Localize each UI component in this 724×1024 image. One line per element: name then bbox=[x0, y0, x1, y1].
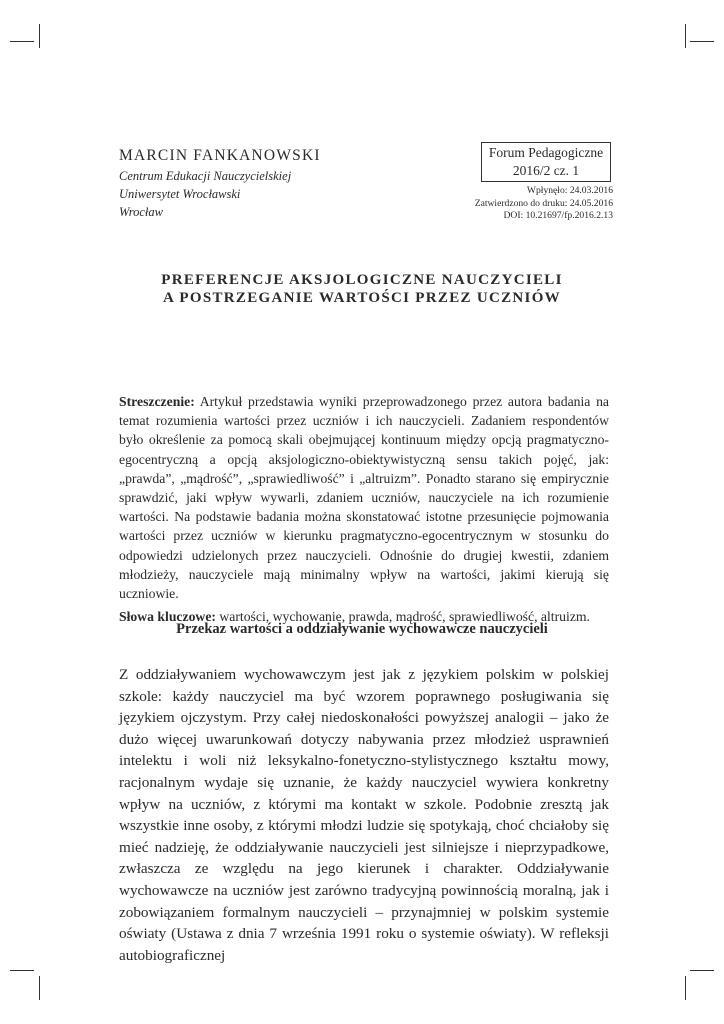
crop-mark-top-right bbox=[685, 24, 686, 48]
body-text bbox=[119, 664, 609, 966]
crop-mark-bottom-right bbox=[685, 976, 686, 1000]
doi: DOI: 10.21697/fp.2016.2.13 bbox=[503, 210, 613, 221]
abstract-label: Streszczenie: bbox=[119, 394, 195, 409]
title-line-2: A POSTRZEGANIE WARTOŚCI PRZEZ UCZNIÓW bbox=[163, 290, 561, 306]
crop-mark-top-right-h bbox=[690, 41, 714, 42]
crop-mark-bottom-right-h bbox=[690, 970, 714, 971]
journal-box bbox=[481, 142, 611, 182]
keywords-text: wartości, wychowanie, prawda, mądrość, sprawiedliwość, altruizm. bbox=[219, 609, 590, 625]
article-title bbox=[100, 271, 624, 307]
section-heading: Przekaz wartości a oddziaływanie wychowawcze nauczycieli bbox=[176, 621, 548, 637]
abstract-paragraph bbox=[119, 392, 609, 603]
crop-mark-top-left-h bbox=[10, 41, 34, 42]
body-paragraph: Z oddziaływaniem wychowawczym jest jak z językiem polskim w polskiej szkole: każdy nauczyciel ma być wzorem poprawnego posługiwania się językiem ojczystym. Przy całej niedoskonałości powyższej analogii – jako że dużo więcej uwarunkowań dotyczy nabywania przez młodzież usprawnień intelektu i woli niż leksykalno-fonetyczno-stylistycznego kształtu mowy, racjonalnym wydaje się uznanie, że każdy nauczyciel wywiera konkretny wpływ na uczniów, z którymi ma kontakt w szkole. Podobnie zresztą jak wszystkie inne osoby, z którymi młodzi ludzie się spotykają, choć chciałoby się mieć nadzieję, że oddziaływanie nauczycieli jest silniejsze i nieprzypadkowe, zwłaszcza ze względu na jego kierunek i charakter. Oddziaływanie wychowawcze na uczniów jest zarówno tradycyjną powinnością moralną, jak i zobowiązaniem formalnym nauczycieli – przynajmniej w polskim systemie oświaty (Ustawa z dnia 7 września 1991 roku o systemie oświaty). W refleksji autobiograficznej bbox=[119, 666, 609, 964]
journal-name: Forum Pedagogiczne bbox=[488, 145, 604, 160]
affiliation-line: Uniwersytet Wrocławski bbox=[119, 187, 241, 202]
approved-date: Zatwierdzono do druku: 24.05.2016 bbox=[474, 197, 613, 209]
abstract-text: Artykuł przedstawia wyniki przeprowadzonego przez autora badania na temat rozumienia wartości przez uczniów i ich nauczycieli. Zadaniem respondentów było określenie za pomocą skali obejmującej kontinuum między opcją pragmatyczno-egocentryczną a opcją aksjologiczno-obiektywistyczną sensu takich pojęć, jak: „prawda”, „mądrość”, „sprawiedliwość” i „altruizm”. Ponadto starano się empirycznie sprawdzić, jaki wpływ wywarli, zdaniem uczniów, nauczyciele na ich rozumienie wartości. Na podstawie badania można skonstatować istotne przesunięcie pojmowania wartości przez uczniów w kierunku pragmatyczno-egocentrycznym w stosunku do odpowiedzi udzielonych przez nauczycieli. Odnośnie do drugiej kwestii, zdaniem młodzieży, nauczyciele mają minimalny wpływ na wartości, jakimi kierują się uczniowie. bbox=[119, 394, 609, 602]
title-line-1: PREFERENCJE AKSJOLOGICZNE NAUCZYCIELI bbox=[161, 272, 563, 288]
journal-issue: 2016/2 cz. 1 bbox=[512, 163, 580, 178]
affiliation-line: Wrocław bbox=[119, 205, 163, 220]
crop-mark-top-left bbox=[39, 24, 40, 48]
publication-meta bbox=[475, 185, 613, 223]
crop-mark-bottom-left bbox=[39, 976, 40, 1000]
keywords-label: Słowa kluczowe: bbox=[119, 609, 216, 625]
received-date: Wpłynęło: 24.03.2016 bbox=[526, 185, 613, 196]
author-name: MARCIN FANKANOWSKI bbox=[119, 147, 321, 164]
affiliation-line: Centrum Edukacji Nauczycielskiej bbox=[119, 169, 292, 183]
abstract bbox=[119, 392, 609, 626]
crop-mark-bottom-left-h bbox=[10, 970, 34, 971]
author-block bbox=[119, 147, 321, 222]
